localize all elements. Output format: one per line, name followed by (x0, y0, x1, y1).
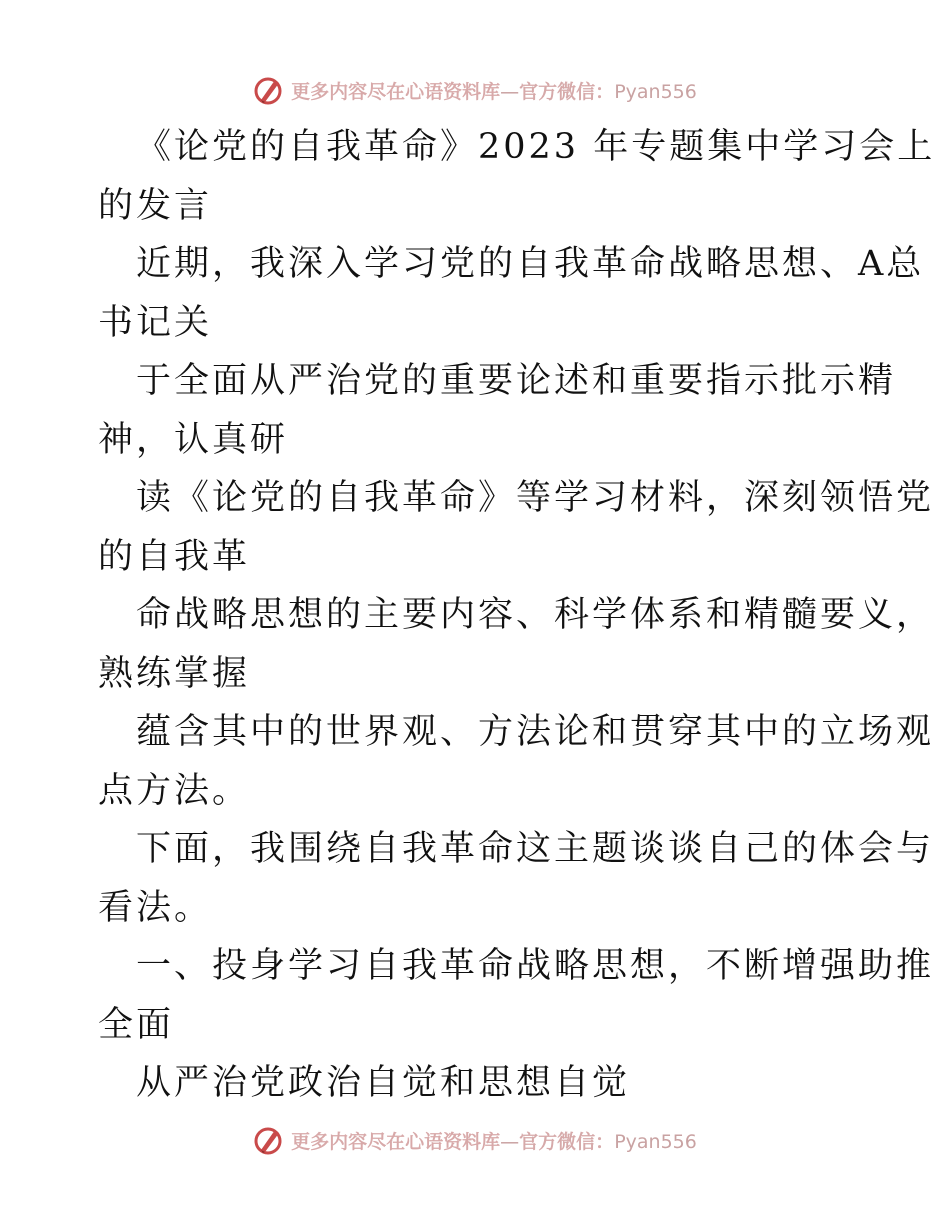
banner-wechat-label: 官方微信： (519, 1130, 615, 1153)
red-pen-logo-icon (253, 74, 285, 106)
text-line: 书记关 (98, 302, 213, 343)
text-line: 下面，我围绕自我革命这主题谈谈自己的体会与 (136, 829, 935, 869)
section-heading-line: 一、投身学习自我革命战略思想，不断增强助推 (136, 946, 935, 986)
text-line: 蕴含其中的世界观、方法论和贯穿其中的立场观 (136, 712, 935, 752)
text-line: 读《论党的自我革命》等学习材料，深刻领悟党 (136, 478, 935, 518)
banner-brand: 更多内容尽在心语资料库 (291, 1130, 501, 1153)
text-line: 的自我革 (98, 536, 251, 577)
section-heading-line: 从严治党政治自觉和思想自觉 (136, 1063, 631, 1103)
title-line-2: 的发言 (98, 185, 213, 226)
banner-text (291, 1127, 697, 1154)
footer-banner (0, 1120, 950, 1160)
banner-text (291, 77, 697, 104)
text-line: 神，认真研 (98, 419, 289, 460)
text-line: 近期，我深入学习党的自我革命战略思想、A总 (136, 244, 925, 284)
banner-wechat-label: 官方微信： (519, 80, 615, 103)
banner-separator: — (500, 80, 520, 103)
header-banner (0, 70, 950, 110)
banner-separator: — (500, 1130, 520, 1153)
title-line-1: 《论党的自我革命》2023 年专题集中学习会上 (136, 127, 936, 167)
banner-wechat-id: Pyan556 (614, 1130, 697, 1153)
document-body (98, 118, 936, 1113)
text-line: 熟练掌握 (98, 653, 251, 694)
banner-brand: 更多内容尽在心语资料库 (291, 80, 501, 103)
text-line: 看法。 (98, 887, 213, 928)
text-line: 命战略思想的主要内容、科学体系和精髓要义， (136, 595, 935, 635)
text-line: 点方法。 (98, 770, 251, 811)
banner-wechat-id: Pyan556 (614, 80, 697, 103)
section-heading-line: 全面 (98, 1004, 175, 1045)
text-line: 于全面从严治党的重要论述和重要指示批示精 (136, 361, 897, 401)
red-pen-logo-icon (253, 1124, 285, 1156)
